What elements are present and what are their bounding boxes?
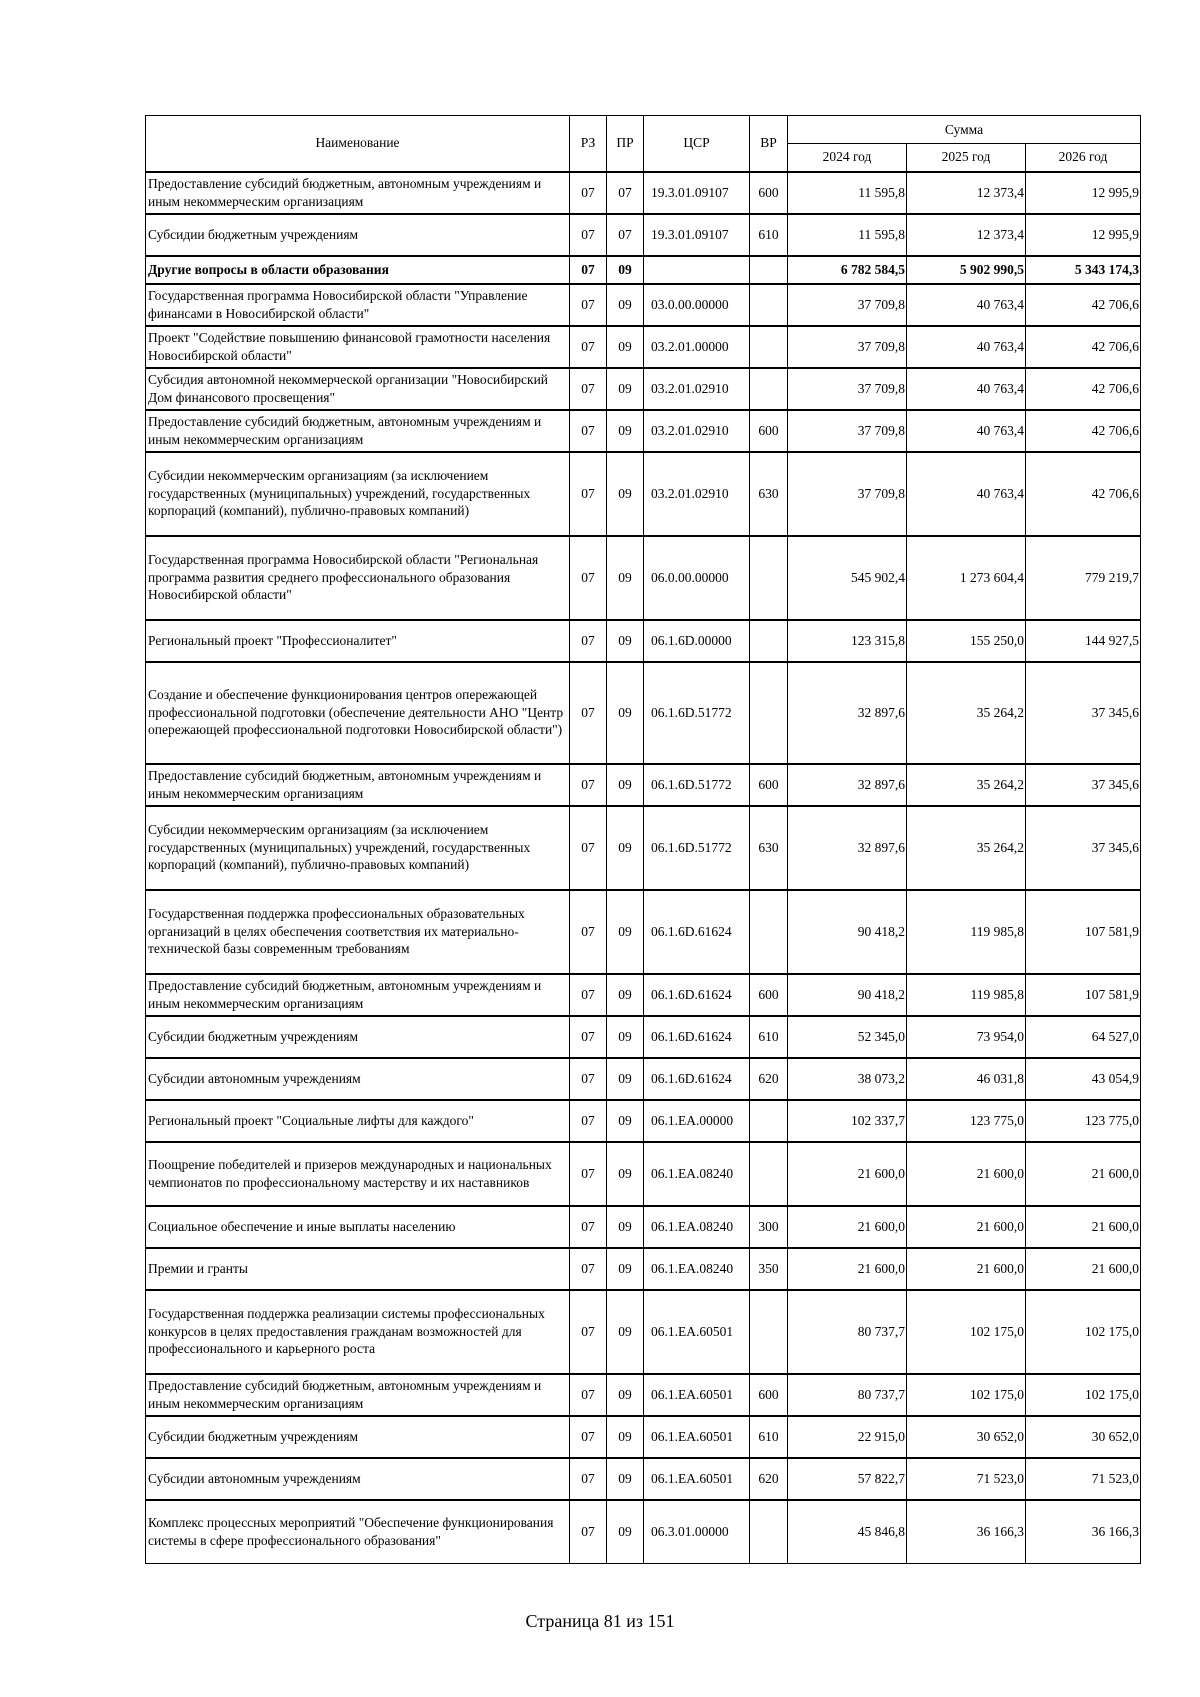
- row-vr: 620: [750, 1058, 788, 1100]
- row-pr: 09: [607, 1058, 644, 1100]
- row-vr: 350: [750, 1248, 788, 1290]
- row-sum-2025: 36 166,3: [907, 1500, 1026, 1564]
- row-rz: 07: [570, 256, 607, 284]
- table-row: [146, 1058, 1141, 1100]
- row-csr: 06.1.EA.00000: [644, 1100, 750, 1142]
- row-pr: 09: [607, 890, 644, 974]
- table-row: [146, 214, 1141, 256]
- row-csr: 03.0.00.00000: [644, 284, 750, 326]
- row-csr: 06.1.6D.61624: [644, 974, 750, 1016]
- table-row: [146, 410, 1141, 452]
- header-name: Наименование: [146, 116, 570, 172]
- row-rz: 07: [570, 662, 607, 764]
- row-sum-2025: 46 031,8: [907, 1058, 1026, 1100]
- row-vr: [750, 890, 788, 974]
- row-vr: [750, 1290, 788, 1374]
- table-row: [146, 452, 1141, 536]
- row-rz: 07: [570, 1500, 607, 1564]
- row-name: Государственная поддержка реализации системы профессиональных конкурсов в целях предоставления гражданам возможностей для профессионального и карьерного роста: [146, 1290, 570, 1374]
- budget-table: [145, 115, 1141, 1564]
- row-pr: 09: [607, 452, 644, 536]
- row-rz: 07: [570, 764, 607, 806]
- header-year-2026: 2026 год: [1026, 144, 1141, 172]
- row-csr: 06.1.EA.08240: [644, 1206, 750, 1248]
- row-vr: [750, 368, 788, 410]
- row-rz: 07: [570, 452, 607, 536]
- row-pr: 09: [607, 620, 644, 662]
- row-pr: 09: [607, 368, 644, 410]
- row-sum-2026: 779 219,7: [1026, 536, 1141, 620]
- row-sum-2026: 144 927,5: [1026, 620, 1141, 662]
- row-sum-2026: 37 345,6: [1026, 764, 1141, 806]
- row-csr: 19.3.01.09107: [644, 214, 750, 256]
- row-sum-2024: 90 418,2: [788, 974, 907, 1016]
- table-row: [146, 764, 1141, 806]
- row-sum-2026: 42 706,6: [1026, 410, 1141, 452]
- row-sum-2026: 5 343 174,3: [1026, 256, 1141, 284]
- row-sum-2024: 32 897,6: [788, 806, 907, 890]
- row-pr: 09: [607, 974, 644, 1016]
- row-vr: 630: [750, 806, 788, 890]
- row-sum-2024: 32 897,6: [788, 662, 907, 764]
- row-rz: 07: [570, 974, 607, 1016]
- header-pr: ПР: [607, 116, 644, 172]
- row-sum-2025: 40 763,4: [907, 410, 1026, 452]
- row-sum-2025: 40 763,4: [907, 284, 1026, 326]
- row-sum-2025: 102 175,0: [907, 1374, 1026, 1416]
- row-csr: 06.1.EA.60501: [644, 1290, 750, 1374]
- row-sum-2024: 11 595,8: [788, 172, 907, 214]
- row-rz: 07: [570, 410, 607, 452]
- row-vr: [750, 326, 788, 368]
- table-row: [146, 1500, 1141, 1564]
- row-sum-2025: 119 985,8: [907, 890, 1026, 974]
- row-csr: 06.1.EA.08240: [644, 1248, 750, 1290]
- row-pr: 09: [607, 410, 644, 452]
- row-name: Региональный проект "Социальные лифты для каждого": [146, 1100, 570, 1142]
- row-sum-2026: 37 345,6: [1026, 806, 1141, 890]
- row-sum-2024: 37 709,8: [788, 410, 907, 452]
- row-vr: 600: [750, 764, 788, 806]
- row-sum-2026: 42 706,6: [1026, 284, 1141, 326]
- row-sum-2025: 35 264,2: [907, 806, 1026, 890]
- row-rz: 07: [570, 1290, 607, 1374]
- row-rz: 07: [570, 806, 607, 890]
- row-sum-2026: 102 175,0: [1026, 1290, 1141, 1374]
- row-name: Проект "Содействие повышению финансовой грамотности населения Новосибирской области": [146, 326, 570, 368]
- row-rz: 07: [570, 1016, 607, 1058]
- row-name: Премии и гранты: [146, 1248, 570, 1290]
- row-sum-2024: 57 822,7: [788, 1458, 907, 1500]
- row-pr: 07: [607, 214, 644, 256]
- header-sum: Сумма: [788, 116, 1141, 144]
- table-row: [146, 1100, 1141, 1142]
- row-name: Субсидии автономным учреждениям: [146, 1458, 570, 1500]
- table-row: [146, 1416, 1141, 1458]
- row-name: Субсидия автономной некоммерческой организации "Новосибирский Дом финансового просвещения": [146, 368, 570, 410]
- table-row: [146, 368, 1141, 410]
- row-rz: 07: [570, 1058, 607, 1100]
- table-row: [146, 806, 1141, 890]
- row-name: Комплекс процессных мероприятий "Обеспечение функционирования системы в сфере профессионального образования": [146, 1500, 570, 1564]
- row-sum-2026: 42 706,6: [1026, 452, 1141, 536]
- row-csr: [644, 256, 750, 284]
- row-vr: 300: [750, 1206, 788, 1248]
- row-name: Субсидии бюджетным учреждениям: [146, 1416, 570, 1458]
- row-rz: 07: [570, 620, 607, 662]
- table-row: [146, 1458, 1141, 1500]
- table-body: [146, 172, 1141, 1564]
- row-name: Предоставление субсидий бюджетным, автономным учреждениям и иным некоммерческим организациям: [146, 410, 570, 452]
- row-sum-2026: 123 775,0: [1026, 1100, 1141, 1142]
- row-sum-2025: 35 264,2: [907, 662, 1026, 764]
- row-name: Другие вопросы в области образования: [146, 256, 570, 284]
- row-vr: [750, 536, 788, 620]
- row-pr: 09: [607, 256, 644, 284]
- row-rz: 07: [570, 1458, 607, 1500]
- row-sum-2024: 37 709,8: [788, 284, 907, 326]
- row-sum-2024: 80 737,7: [788, 1374, 907, 1416]
- table-row: [146, 974, 1141, 1016]
- row-vr: 610: [750, 214, 788, 256]
- table-row: [146, 1016, 1141, 1058]
- table-row: [146, 662, 1141, 764]
- row-pr: 09: [607, 662, 644, 764]
- row-csr: 06.1.EA.60501: [644, 1374, 750, 1416]
- header-vr: ВР: [750, 116, 788, 172]
- row-pr: 09: [607, 764, 644, 806]
- row-pr: 09: [607, 1458, 644, 1500]
- row-rz: 07: [570, 1374, 607, 1416]
- row-sum-2026: 21 600,0: [1026, 1248, 1141, 1290]
- row-sum-2024: 37 709,8: [788, 368, 907, 410]
- row-name: Государственная поддержка профессиональных образовательных организаций в целях обеспечения соответствия их материально-технической базы современным требованиям: [146, 890, 570, 974]
- row-rz: 07: [570, 1248, 607, 1290]
- row-pr: 09: [607, 806, 644, 890]
- row-rz: 07: [570, 1416, 607, 1458]
- row-csr: 06.1.6D.61624: [644, 1058, 750, 1100]
- row-sum-2024: 90 418,2: [788, 890, 907, 974]
- row-sum-2025: 71 523,0: [907, 1458, 1026, 1500]
- header-year-2024: 2024 год: [788, 144, 907, 172]
- header-csr: ЦСР: [644, 116, 750, 172]
- row-sum-2024: 22 915,0: [788, 1416, 907, 1458]
- table-row: [146, 1374, 1141, 1416]
- row-sum-2025: 12 373,4: [907, 172, 1026, 214]
- row-sum-2025: 21 600,0: [907, 1206, 1026, 1248]
- row-vr: [750, 1500, 788, 1564]
- row-vr: 630: [750, 452, 788, 536]
- row-name: Социальное обеспечение и иные выплаты населению: [146, 1206, 570, 1248]
- row-vr: 610: [750, 1416, 788, 1458]
- row-rz: 07: [570, 1142, 607, 1206]
- row-name: Предоставление субсидий бюджетным, автономным учреждениям и иным некоммерческим организациям: [146, 172, 570, 214]
- row-rz: 07: [570, 536, 607, 620]
- row-sum-2025: 21 600,0: [907, 1142, 1026, 1206]
- row-vr: [750, 662, 788, 764]
- row-pr: 09: [607, 1100, 644, 1142]
- row-sum-2026: 42 706,6: [1026, 368, 1141, 410]
- row-sum-2026: 12 995,9: [1026, 214, 1141, 256]
- budget-table-wrapper: [145, 115, 1140, 1564]
- row-sum-2025: 73 954,0: [907, 1016, 1026, 1058]
- row-name: Предоставление субсидий бюджетным, автономным учреждениям и иным некоммерческим организациям: [146, 1374, 570, 1416]
- row-rz: 07: [570, 368, 607, 410]
- row-name: Предоставление субсидий бюджетным, автономным учреждениям и иным некоммерческим организациям: [146, 974, 570, 1016]
- row-csr: 06.1.EA.08240: [644, 1142, 750, 1206]
- row-sum-2026: 71 523,0: [1026, 1458, 1141, 1500]
- row-pr: 09: [607, 1206, 644, 1248]
- row-sum-2026: 21 600,0: [1026, 1142, 1141, 1206]
- row-sum-2026: 64 527,0: [1026, 1016, 1141, 1058]
- row-vr: 610: [750, 1016, 788, 1058]
- row-sum-2025: 40 763,4: [907, 326, 1026, 368]
- row-name: Поощрение победителей и призеров международных и национальных чемпионатов по профессиональному мастерству и их наставников: [146, 1142, 570, 1206]
- row-pr: 09: [607, 1290, 644, 1374]
- row-sum-2024: 45 846,8: [788, 1500, 907, 1564]
- table-row: [146, 284, 1141, 326]
- page-number: Страница 81 из 151: [525, 1611, 675, 1631]
- row-pr: 09: [607, 1374, 644, 1416]
- row-sum-2026: 43 054,9: [1026, 1058, 1141, 1100]
- row-name: Субсидии некоммерческим организациям (за исключением государственных (муниципальных) учреждений, государственных корпораций (компаний), публично-правовых компаний): [146, 806, 570, 890]
- table-row: [146, 1142, 1141, 1206]
- row-csr: 06.3.01.00000: [644, 1500, 750, 1564]
- row-rz: 07: [570, 1100, 607, 1142]
- row-sum-2025: 40 763,4: [907, 368, 1026, 410]
- row-name: Субсидии бюджетным учреждениям: [146, 1016, 570, 1058]
- row-sum-2026: 102 175,0: [1026, 1374, 1141, 1416]
- row-name: Субсидии некоммерческим организациям (за исключением государственных (муниципальных) учреждений, государственных корпораций (компаний), публично-правовых компаний): [146, 452, 570, 536]
- row-vr: 620: [750, 1458, 788, 1500]
- row-vr: 600: [750, 172, 788, 214]
- row-pr: 09: [607, 1500, 644, 1564]
- row-sum-2024: 11 595,8: [788, 214, 907, 256]
- row-csr: 03.2.01.02910: [644, 410, 750, 452]
- row-rz: 07: [570, 326, 607, 368]
- row-name: Региональный проект "Профессионалитет": [146, 620, 570, 662]
- row-sum-2025: 102 175,0: [907, 1290, 1026, 1374]
- row-sum-2026: 42 706,6: [1026, 326, 1141, 368]
- row-name: Создание и обеспечение функционирования центров опережающей профессиональной подготовки (обеспечение деятельности АНО "Центр опережающей профессиональной подготовки Новосибирской области"): [146, 662, 570, 764]
- row-sum-2024: 32 897,6: [788, 764, 907, 806]
- row-csr: 06.1.6D.61624: [644, 890, 750, 974]
- row-sum-2026: 107 581,9: [1026, 974, 1141, 1016]
- row-vr: [750, 256, 788, 284]
- row-sum-2025: 21 600,0: [907, 1248, 1026, 1290]
- row-sum-2024: 6 782 584,5: [788, 256, 907, 284]
- row-csr: 03.2.01.00000: [644, 326, 750, 368]
- table-row: [146, 890, 1141, 974]
- row-csr: 06.1.6D.51772: [644, 764, 750, 806]
- row-csr: 06.1.EA.60501: [644, 1458, 750, 1500]
- row-sum-2025: 35 264,2: [907, 764, 1026, 806]
- row-sum-2025: 40 763,4: [907, 452, 1026, 536]
- row-name: Государственная программа Новосибирской области "Управление финансами в Новосибирской области": [146, 284, 570, 326]
- row-rz: 07: [570, 172, 607, 214]
- row-vr: 600: [750, 974, 788, 1016]
- row-sum-2026: 21 600,0: [1026, 1206, 1141, 1248]
- row-sum-2026: 36 166,3: [1026, 1500, 1141, 1564]
- row-pr: 09: [607, 1416, 644, 1458]
- row-vr: 600: [750, 410, 788, 452]
- row-sum-2024: 52 345,0: [788, 1016, 907, 1058]
- row-vr: [750, 620, 788, 662]
- row-rz: 07: [570, 890, 607, 974]
- row-csr: 03.2.01.02910: [644, 452, 750, 536]
- table-row: [146, 1248, 1141, 1290]
- row-name: Государственная программа Новосибирской области "Региональная программа развития среднего профессионального образования Новосибирской области": [146, 536, 570, 620]
- table-row: [146, 536, 1141, 620]
- table-row: [146, 1206, 1141, 1248]
- row-sum-2025: 1 273 604,4: [907, 536, 1026, 620]
- row-sum-2024: 21 600,0: [788, 1142, 907, 1206]
- row-sum-2025: 119 985,8: [907, 974, 1026, 1016]
- table-row: [146, 326, 1141, 368]
- row-pr: 09: [607, 536, 644, 620]
- row-sum-2025: 12 373,4: [907, 214, 1026, 256]
- row-sum-2025: 30 652,0: [907, 1416, 1026, 1458]
- row-sum-2024: 123 315,8: [788, 620, 907, 662]
- row-vr: [750, 284, 788, 326]
- row-csr: 06.1.EA.60501: [644, 1416, 750, 1458]
- row-pr: 09: [607, 1016, 644, 1058]
- row-csr: 03.2.01.02910: [644, 368, 750, 410]
- row-csr: 06.1.6D.00000: [644, 620, 750, 662]
- table-row: [146, 172, 1141, 214]
- row-sum-2024: 37 709,8: [788, 452, 907, 536]
- table-row: [146, 1290, 1141, 1374]
- row-csr: 06.1.6D.51772: [644, 806, 750, 890]
- row-sum-2025: 123 775,0: [907, 1100, 1026, 1142]
- row-sum-2025: 155 250,0: [907, 620, 1026, 662]
- row-vr: [750, 1142, 788, 1206]
- row-sum-2026: 30 652,0: [1026, 1416, 1141, 1458]
- row-vr: [750, 1100, 788, 1142]
- row-rz: 07: [570, 1206, 607, 1248]
- row-csr: 19.3.01.09107: [644, 172, 750, 214]
- table-row: [146, 620, 1141, 662]
- row-sum-2024: 21 600,0: [788, 1248, 907, 1290]
- row-csr: 06.0.00.00000: [644, 536, 750, 620]
- row-pr: 09: [607, 284, 644, 326]
- row-sum-2026: 37 345,6: [1026, 662, 1141, 764]
- row-sum-2026: 107 581,9: [1026, 890, 1141, 974]
- row-sum-2024: 80 737,7: [788, 1290, 907, 1374]
- row-sum-2026: 12 995,9: [1026, 172, 1141, 214]
- row-name: Предоставление субсидий бюджетным, автономным учреждениям и иным некоммерческим организациям: [146, 764, 570, 806]
- row-pr: 09: [607, 1142, 644, 1206]
- header-rz: РЗ: [570, 116, 607, 172]
- row-sum-2024: 21 600,0: [788, 1206, 907, 1248]
- row-rz: 07: [570, 284, 607, 326]
- row-sum-2024: 37 709,8: [788, 326, 907, 368]
- row-csr: 06.1.6D.61624: [644, 1016, 750, 1058]
- row-sum-2024: 38 073,2: [788, 1058, 907, 1100]
- row-pr: 09: [607, 326, 644, 368]
- row-pr: 09: [607, 1248, 644, 1290]
- row-sum-2024: 102 337,7: [788, 1100, 907, 1142]
- row-name: Субсидии автономным учреждениям: [146, 1058, 570, 1100]
- table-row: [146, 256, 1141, 284]
- header-year-2025: 2025 год: [907, 144, 1026, 172]
- row-pr: 07: [607, 172, 644, 214]
- row-csr: 06.1.6D.51772: [644, 662, 750, 764]
- table-header: [146, 116, 1141, 172]
- row-sum-2025: 5 902 990,5: [907, 256, 1026, 284]
- row-sum-2024: 545 902,4: [788, 536, 907, 620]
- row-vr: 600: [750, 1374, 788, 1416]
- row-name: Субсидии бюджетным учреждениям: [146, 214, 570, 256]
- row-rz: 07: [570, 214, 607, 256]
